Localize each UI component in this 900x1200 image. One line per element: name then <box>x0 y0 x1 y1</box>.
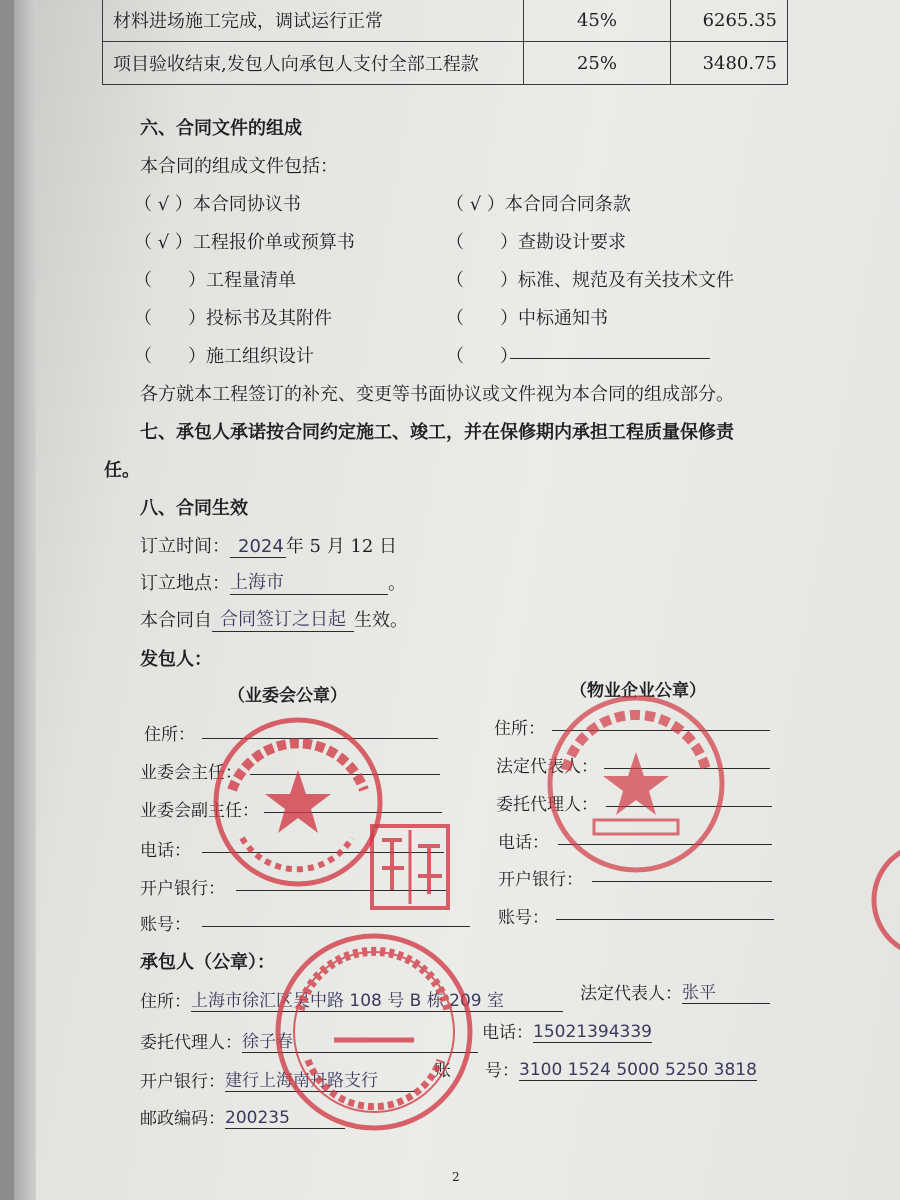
blank-line <box>202 738 438 739</box>
effect-suffix: 生效。 <box>354 610 408 631</box>
blank-line <box>202 852 444 853</box>
table-row <box>103 42 788 85</box>
check-mark: （ √ ） <box>446 194 505 215</box>
effect-value: 合同签订之日起 <box>212 605 354 632</box>
left-field-account: 账号： <box>140 915 191 935</box>
left-field-chair: 业委会主任： <box>140 763 242 783</box>
check-mark: （ ） <box>446 346 518 367</box>
payment-table <box>102 0 788 85</box>
row-amount: 6265.35 <box>671 0 788 42</box>
contractor-account-label: 账 号： <box>434 1061 519 1081</box>
blank-line <box>604 768 770 769</box>
row-desc: 项目验收结束,发包人向承包人支付全部工程款 <box>103 42 524 85</box>
sign-date-rest: 年 5 月 12 日 <box>285 536 398 557</box>
sign-date-year: 2024 <box>230 536 286 558</box>
contractor-legal-rep <box>580 978 770 1004</box>
contractor-account-value: 3100 1524 5000 5250 3818 <box>519 1060 757 1080</box>
contractor-postcode <box>140 1104 345 1129</box>
doc-item <box>446 342 518 368</box>
doc-item <box>446 228 626 254</box>
right-field-legal-rep: 法定代表人： <box>496 757 598 777</box>
doc-item-label: 工程报价单或预算书 <box>192 232 355 253</box>
right-field-address: 住所： <box>494 719 545 739</box>
left-field-phone: 电话： <box>140 841 191 861</box>
contractor-bank-label: 开户银行： <box>140 1072 225 1092</box>
doc-item <box>134 228 355 254</box>
section6-title: 六、合同文件的组成 <box>140 118 302 139</box>
blank-line <box>558 844 772 845</box>
check-mark: （ √ ） <box>134 194 193 215</box>
doc-item-label: 本合同合同条款 <box>504 194 631 215</box>
doc-item-label: 本合同协议书 <box>192 194 301 215</box>
doc-item-label: 施工组织设计 <box>206 346 314 367</box>
check-mark: （ ） <box>134 308 206 329</box>
sign-place-label: 订立地点： <box>140 573 230 594</box>
section8-title: 八、合同生效 <box>140 498 248 519</box>
doc-item-label: 中标通知书 <box>518 308 608 329</box>
row-percent: 25% <box>524 42 671 85</box>
table-row <box>103 0 788 42</box>
doc-item <box>446 190 631 216</box>
section6-note: 各方就本工程签订的补充、变更等书面协议或文件视为本合同的组成部分。 <box>140 384 734 405</box>
contractor-postcode-value: 200235 <box>225 1108 345 1129</box>
page-number: 2 <box>452 1170 460 1184</box>
check-mark: （ √ ） <box>134 232 193 253</box>
left-field-bank: 开户银行： <box>140 879 225 899</box>
contractor-phone <box>482 1018 652 1043</box>
effect-prefix: 本合同自 <box>140 610 212 631</box>
section7-line1: 七、承包人承诺按合同约定施工、竣工，并在保修期内承担工程质量保修责 <box>140 422 734 443</box>
contractor-bank-value: 建行上海南丹路支行 <box>225 1066 415 1092</box>
doc-item <box>134 266 296 292</box>
doc-item-label: 查勘设计要求 <box>518 232 626 253</box>
check-mark: （ ） <box>134 270 206 291</box>
sign-place-end: 。 <box>388 573 406 594</box>
contractor-bank <box>140 1066 415 1092</box>
blank-line <box>202 926 470 927</box>
left-field-address: 住所： <box>144 725 195 745</box>
page-edge <box>14 0 36 1200</box>
section7-line2: 任。 <box>104 460 140 481</box>
doc-item-label: 投标书及其附件 <box>206 308 332 329</box>
contractor-address-label: 住所： <box>140 992 191 1012</box>
blank-line <box>606 806 772 807</box>
contractor-title: 承包人（公章）： <box>140 952 275 973</box>
check-mark: （ ） <box>446 232 518 253</box>
sign-date <box>140 532 397 558</box>
effect-clause <box>140 605 408 632</box>
blank-line <box>552 730 770 731</box>
check-mark: （ ） <box>446 270 518 291</box>
check-mark: （ ） <box>446 308 518 329</box>
doc-item <box>134 304 332 330</box>
row-amount: 3480.75 <box>671 42 788 85</box>
section6-intro: 本合同的组成文件包括： <box>140 156 338 177</box>
contractor-postcode-label: 邮政编码： <box>140 1109 225 1129</box>
doc-item-label: 工程量清单 <box>206 270 296 291</box>
doc-item <box>134 342 314 368</box>
contractor-address-value: 上海市徐汇区吴中路 108 号 B 栋 209 室 <box>191 986 563 1012</box>
check-mark: （ ） <box>134 346 206 367</box>
right-field-phone: 电话： <box>498 833 549 853</box>
doc-item <box>134 190 301 216</box>
contractor-address <box>140 986 563 1012</box>
blank-line <box>510 358 710 359</box>
contractor-agent-label: 委托代理人： <box>140 1033 242 1053</box>
blank-line <box>556 919 774 920</box>
blank-line <box>236 890 446 891</box>
blank-line <box>264 812 442 813</box>
contractor-legal-rep-value: 张平 <box>682 978 770 1004</box>
left-field-vice-chair: 业委会副主任： <box>140 801 259 821</box>
contractor-agent <box>140 1027 478 1053</box>
left-seal-label: （业委会公章） <box>228 686 347 706</box>
right-field-bank: 开户银行： <box>498 870 583 890</box>
blank-line <box>250 774 440 775</box>
document-page <box>14 0 900 1200</box>
contractor-agent-value: 徐子春 <box>242 1027 478 1053</box>
employer-title: 发包人： <box>140 649 212 670</box>
contractor-account <box>434 1056 757 1081</box>
sign-place <box>140 568 406 595</box>
doc-item-label: 标准、规范及有关技术文件 <box>518 270 734 291</box>
contractor-phone-value: 15021394339 <box>533 1022 652 1042</box>
doc-item <box>446 266 734 292</box>
contractor-legal-rep-label: 法定代表人： <box>580 984 682 1004</box>
contractor-phone-label: 电话： <box>482 1023 533 1043</box>
doc-item <box>446 304 608 330</box>
row-desc: 材料进场施工完成，调试运行正常 <box>103 0 524 42</box>
sign-date-label: 订立时间： <box>140 536 230 557</box>
right-field-account: 账号： <box>498 908 549 928</box>
right-seal-label: （物业企业公章） <box>570 681 706 701</box>
row-percent: 45% <box>524 0 671 42</box>
sign-place-value: 上海市 <box>230 568 388 595</box>
right-field-agent: 委托代理人： <box>496 795 598 815</box>
blank-line <box>592 881 772 882</box>
